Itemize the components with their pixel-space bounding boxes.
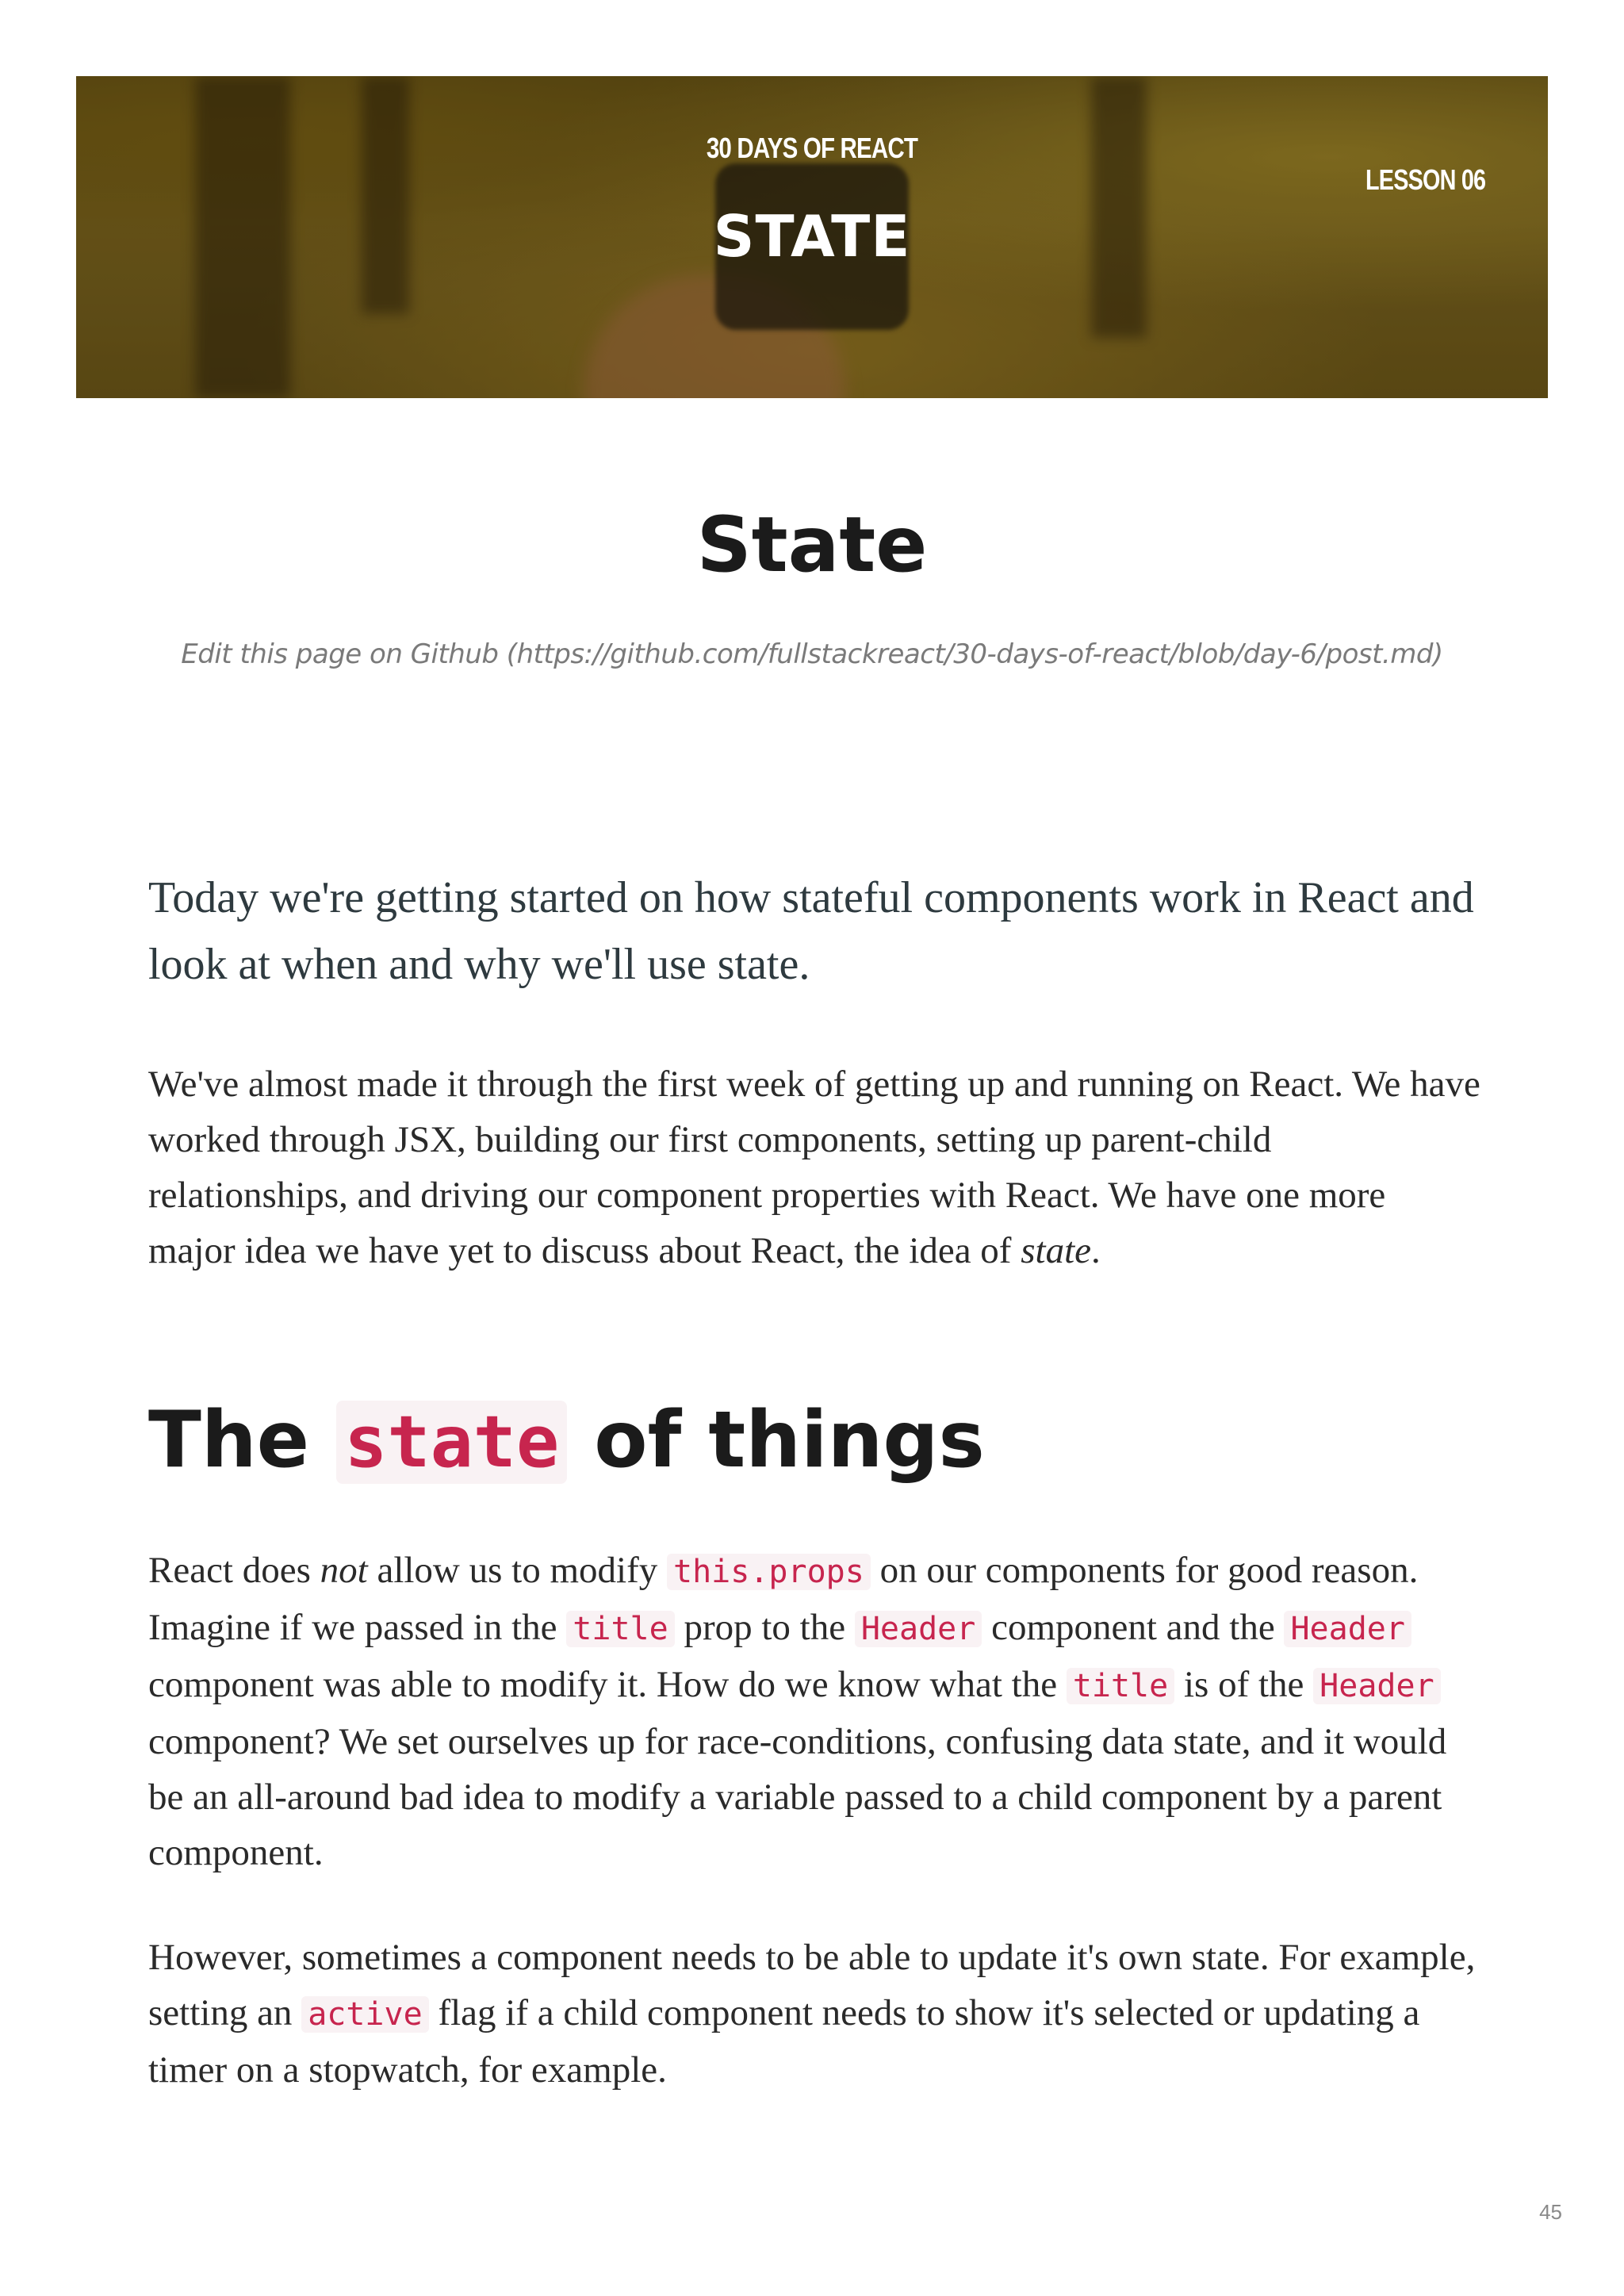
inline-code: title <box>566 1611 674 1647</box>
intro-paragraph: Today we're getting started on how stateful components work in React and look at when and why we'll use state. <box>148 873 1474 989</box>
paragraph-text: is of the <box>1174 1664 1314 1705</box>
paragraph-text: allow us to modify <box>367 1550 667 1591</box>
banner-topic-title: STATE <box>713 203 911 270</box>
body-paragraph <box>148 1930 1480 2098</box>
paragraph-text: component? We set ourselves up for race-conditions, confusing data state, and it would be an all-around bad idea to modify a variable passed to a child component by a parent component. <box>148 1721 1447 1873</box>
inline-code: Header <box>1313 1668 1441 1704</box>
section-heading <box>148 1386 1480 1497</box>
inline-code: title <box>1067 1668 1174 1704</box>
heading-text: The <box>148 1395 310 1485</box>
edit-on-github-link[interactable]: Edit this page on Github (https://github.com/fullstackreact/30-days-of-react/blob/day-6/post.md) <box>181 638 1443 670</box>
inline-code: this.props <box>667 1554 871 1590</box>
heading-text: of things <box>594 1395 985 1485</box>
banner-series-title: 30 DAYS OF REACT <box>706 132 918 164</box>
inline-code: state <box>336 1401 567 1484</box>
emphasis-text: state <box>1021 1230 1091 1271</box>
lesson-banner <box>76 76 1548 398</box>
emphasis-text: not <box>320 1550 368 1591</box>
inline-code: Header <box>855 1611 982 1647</box>
paragraph-text: on our components for good reason. Imagine if we passed in the <box>148 1550 1419 1648</box>
page-number: 45 <box>1539 2200 1562 2224</box>
body-paragraph <box>148 1543 1480 1880</box>
inline-code: active <box>301 1996 429 2033</box>
paragraph-text: prop to the <box>674 1607 855 1648</box>
paragraph-text: React does <box>148 1550 320 1591</box>
paragraph-text: . <box>1091 1230 1101 1271</box>
paragraph-text: component and the <box>982 1607 1285 1648</box>
paragraph-text: flag if a child component needs to show it's selected or updating a timer on a stopwatch, for example. <box>148 1992 1420 2091</box>
paragraph-text: component was able to modify it. How do we know what the <box>148 1664 1067 1705</box>
page-title: State <box>696 500 928 589</box>
banner-lesson-number: LESSON 06 <box>1365 163 1486 196</box>
paragraph-text: However, sometimes a component needs to be able to update it's own state. For example, setting an <box>148 1937 1476 2033</box>
body-paragraph <box>148 1056 1480 1278</box>
inline-code: Header <box>1284 1611 1411 1647</box>
paragraph-text: We've almost made it through the first week of getting up and running on React. We have worked through JSX, building our first components, setting up parent-child relationships, and driving our component properties with React. We have one more major idea we have yet to discuss about React, the idea of <box>148 1064 1480 1271</box>
